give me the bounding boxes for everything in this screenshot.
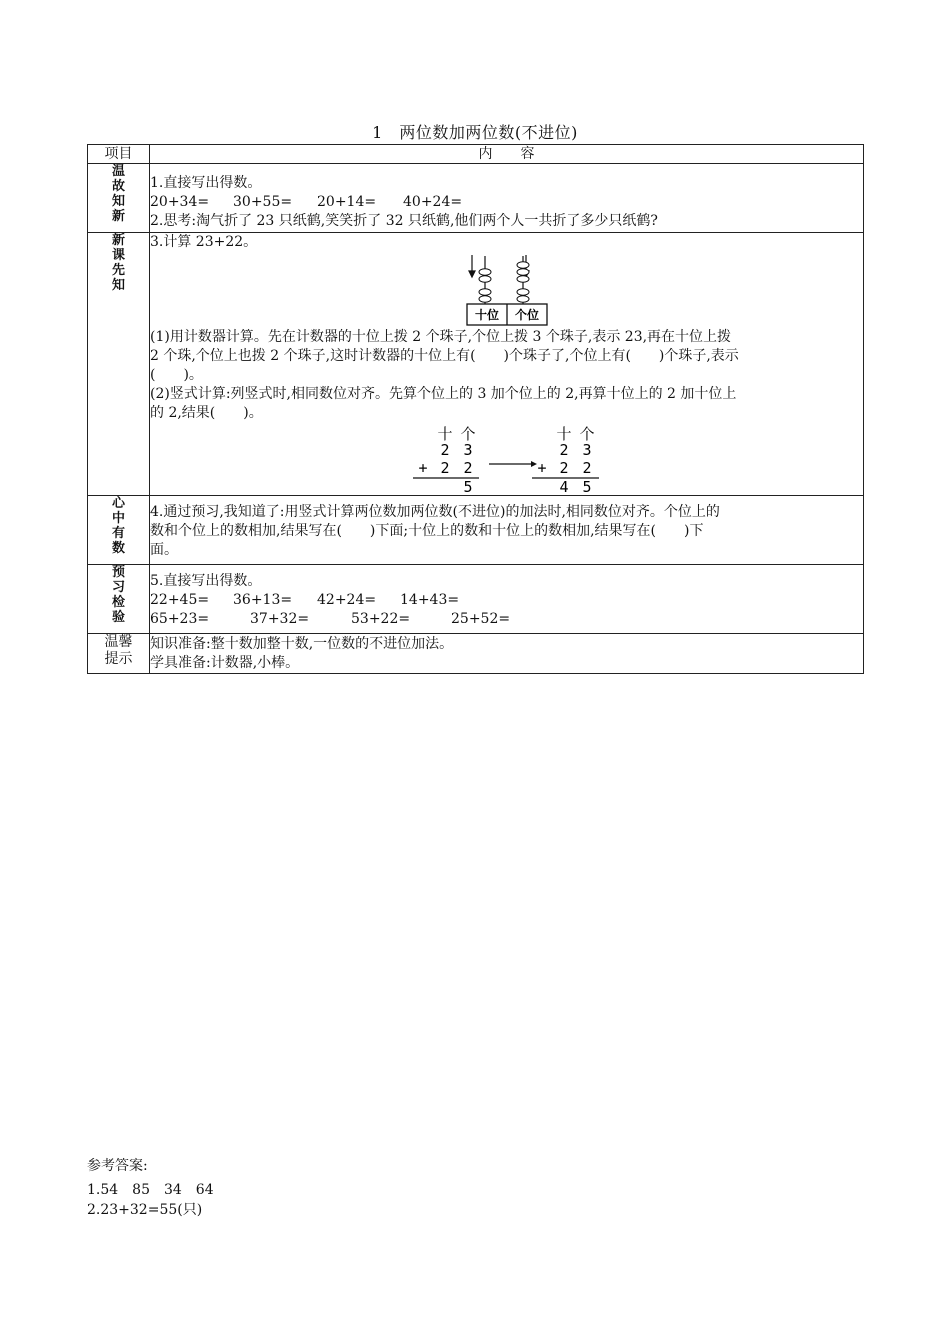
tips-row bbox=[88, 634, 864, 674]
right-plus: + bbox=[536, 459, 547, 477]
left-b-tens: 2 bbox=[439, 459, 450, 477]
p1-line1: (1)用计数器计算。先在计数器的十位上拨 2 个珠子,个位上拨 3 个珠子,表示 23,再在十位上拨 bbox=[150, 329, 732, 345]
p2-line2: 的 2,结果( )。 bbox=[150, 405, 263, 421]
left-a-tens: 2 bbox=[439, 441, 450, 459]
left-result-ones: 5 bbox=[462, 478, 473, 495]
left-a-ones: 3 bbox=[462, 441, 473, 459]
expression: 20+14= bbox=[317, 194, 377, 210]
right-head-ones: 个 bbox=[578, 425, 595, 443]
expression: 14+43= bbox=[400, 592, 460, 608]
warmup-content bbox=[150, 164, 864, 233]
newlesson-row bbox=[88, 233, 864, 496]
summary-line2: 数和个位上的数相加,结果写在( )下面;十位上的数和十位上的数相加,结果写在( )下 bbox=[150, 523, 704, 539]
lesson-table bbox=[87, 144, 864, 674]
expression: 22+45= bbox=[150, 592, 210, 608]
abacus bbox=[466, 254, 548, 326]
right-result-tens: 4 bbox=[558, 478, 569, 495]
tips-content bbox=[150, 634, 864, 674]
q1-expressions bbox=[150, 193, 863, 212]
expression: 37+32= bbox=[250, 611, 310, 627]
expression: 36+13= bbox=[233, 592, 293, 608]
ones-label: 个位 bbox=[514, 308, 539, 322]
tips-line1: 知识准备:整十数加整十数,一位数的不进位加法。 bbox=[150, 636, 454, 652]
header-content: 内 容 bbox=[150, 145, 864, 164]
expression: 40+24= bbox=[403, 194, 463, 210]
vertical-calculation bbox=[407, 425, 607, 495]
newlesson-content bbox=[150, 233, 864, 496]
right-a-tens: 2 bbox=[558, 441, 569, 459]
page-title: 1 两位数加两位数(不进位) bbox=[372, 123, 578, 142]
q1-text: 1.直接写出得数。 bbox=[150, 175, 262, 191]
tens-label: 十位 bbox=[474, 308, 499, 322]
left-b-ones: 2 bbox=[462, 459, 473, 477]
tips-line2: 学具准备:计数器,小棒。 bbox=[150, 655, 300, 671]
right-a-ones: 3 bbox=[581, 441, 592, 459]
q3-text: 3.计算 23+22。 bbox=[150, 234, 258, 250]
left-plus: + bbox=[417, 459, 428, 477]
left-head-ones: 个 bbox=[459, 425, 476, 443]
right-b-tens: 2 bbox=[558, 459, 569, 477]
warmup-row bbox=[88, 164, 864, 233]
p1-line3: ( )。 bbox=[150, 367, 203, 383]
p2-line1: (2)竖式计算:列竖式时,相同数位对齐。先算个位上的 3 加个位上的 2,再算十位上的 2 加十位上 bbox=[150, 386, 737, 402]
check-row bbox=[88, 565, 864, 634]
expression: 25+52= bbox=[451, 611, 511, 627]
q5-row1 bbox=[150, 591, 863, 610]
vertical-calculation-figure bbox=[150, 425, 863, 495]
answer-line1: 1.54 85 34 64 bbox=[87, 1182, 214, 1198]
expression: 65+23= bbox=[150, 611, 210, 627]
newlesson-side-label: 新课先知 bbox=[88, 233, 150, 496]
abacus-figure bbox=[150, 254, 863, 326]
expression: 30+55= bbox=[233, 194, 293, 210]
check-content bbox=[150, 565, 864, 634]
answer-key bbox=[87, 1156, 214, 1220]
ones-rod-beads bbox=[517, 262, 529, 302]
answer-heading: 参考答案: bbox=[87, 1158, 148, 1174]
table-header-row bbox=[88, 145, 864, 164]
expression: 20+34= bbox=[150, 194, 210, 210]
summary-side-label: 心中有数 bbox=[88, 496, 150, 565]
tips-side-label: 温馨提示 bbox=[88, 634, 150, 674]
expression: 53+22= bbox=[351, 611, 411, 627]
check-side-label: 预习检验 bbox=[88, 565, 150, 634]
p1-line2: 2 个珠,个位上也拨 2 个珠子,这时计数器的十位上有( )个珠子了,个位上有( )个珠子,表示 bbox=[150, 348, 739, 364]
right-head-tens: 十 bbox=[555, 425, 572, 443]
right-result-ones: 5 bbox=[581, 478, 592, 495]
q2-text: 2.思考:淘气折了 23 只纸鹤,笑笑折了 32 只纸鹤,他们两个人一共折了多少只纸鹤? bbox=[150, 213, 658, 229]
left-head-tens: 十 bbox=[436, 425, 453, 443]
summary-content bbox=[150, 496, 864, 565]
transform-arrow-head bbox=[531, 461, 537, 467]
summary-row bbox=[88, 496, 864, 565]
summary-line3: 面。 bbox=[150, 542, 178, 558]
summary-line1: 4.通过预习,我知道了:用竖式计算两位数加两位数(不进位)的加法时,相同数位对齐。个位上的 bbox=[150, 504, 720, 520]
q5-row2 bbox=[150, 610, 863, 629]
warmup-side-label: 温故知新 bbox=[88, 164, 150, 233]
expression: 42+24= bbox=[317, 592, 377, 608]
right-b-ones: 2 bbox=[581, 459, 592, 477]
header-item: 项目 bbox=[88, 145, 150, 164]
q5-text: 5.直接写出得数。 bbox=[150, 573, 262, 589]
answer-line2: 2.23+32=55(只) bbox=[87, 1202, 203, 1218]
